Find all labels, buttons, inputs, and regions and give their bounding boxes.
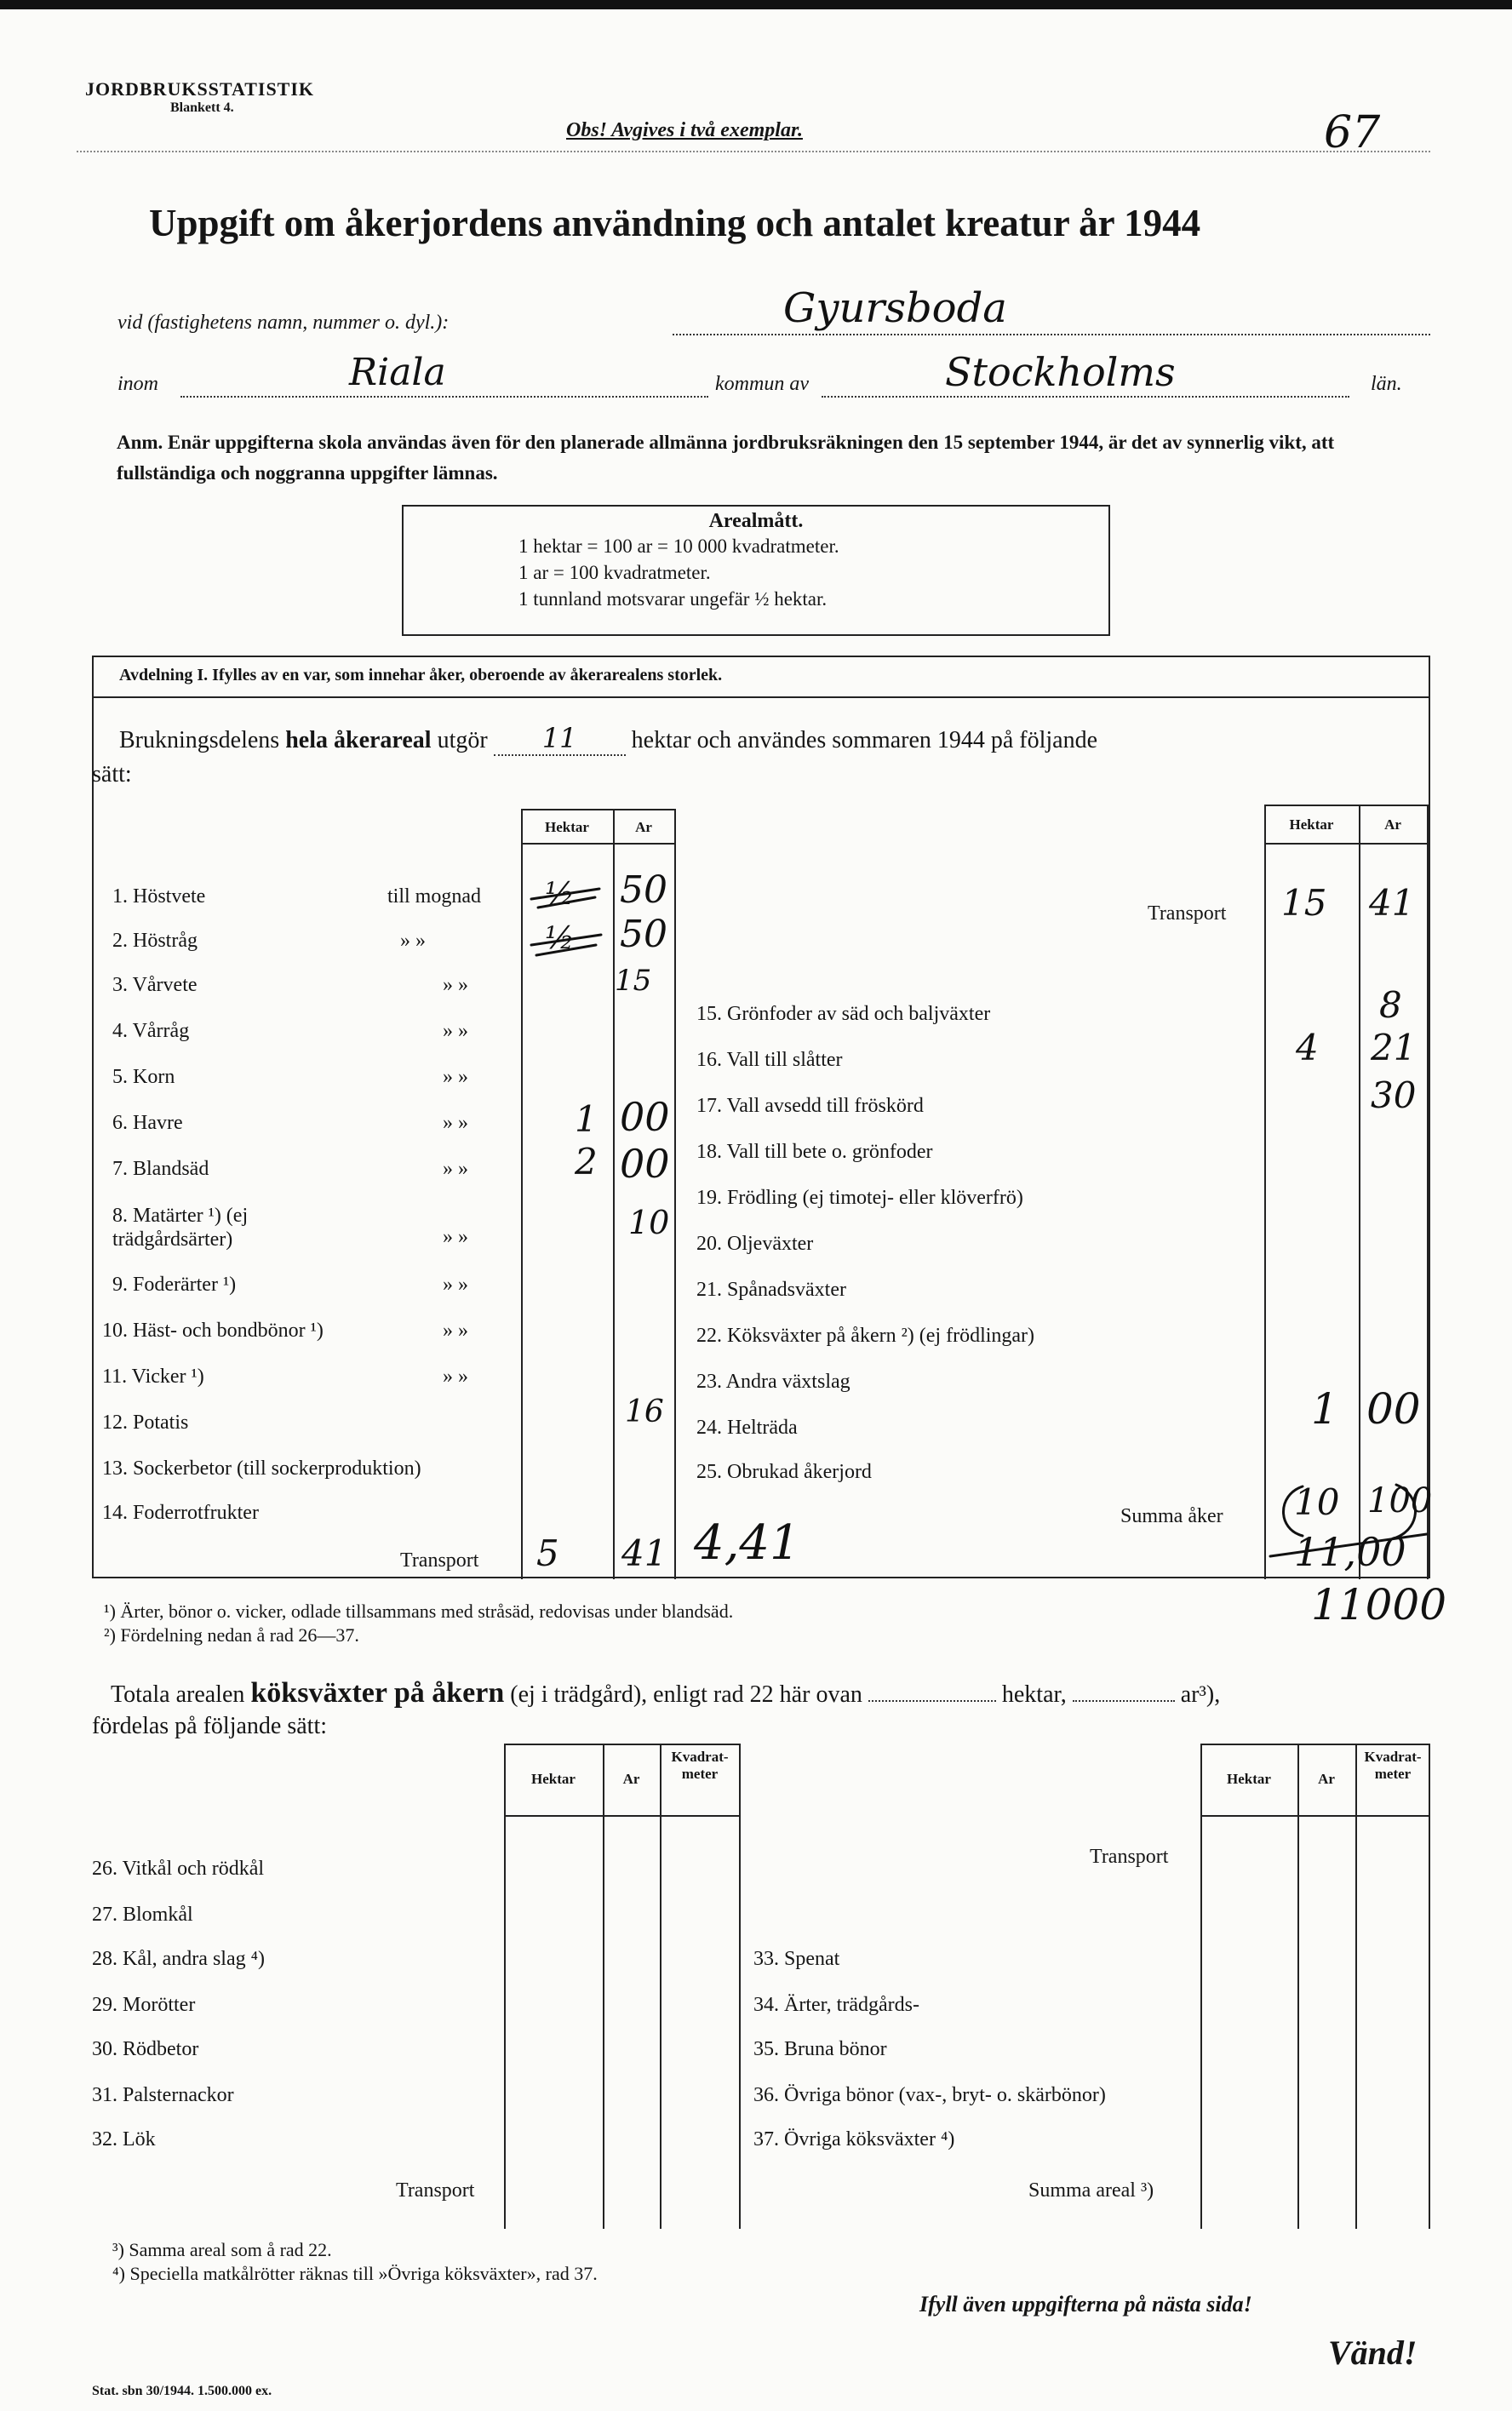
row-21-label: 21. Spånadsväxter [696,1279,846,1301]
vid-label: vid (fastighetens namn, nummer o. dyl.): [117,312,450,334]
row-15-label: 15. Grönfoder av säd och baljväxter [696,1003,991,1025]
inom-line [180,396,708,398]
kommun-label: kommun av [715,373,809,395]
inom-value[interactable]: Riala [349,351,446,394]
brukning-post: hektar och användes sommaren 1944 på följande [631,727,1098,753]
row-12-label: 12. Potatis [102,1412,189,1434]
koks-right-transport: Transport [1090,1846,1169,1868]
page-number: 67 [1324,107,1381,158]
koks-row-26: 26. Vitkål och rödkål [92,1858,265,1880]
left-transport-note[interactable]: 4,41 [694,1515,800,1571]
left-col-line-2 [613,809,615,1579]
koks-row-28: 28. Kål, andra slag ⁴) [92,1948,265,1970]
koks-pre: Totala arealen [111,1681,245,1708]
koks-left-header-bottom [504,1815,739,1817]
row-24-hektar[interactable]: 1 [1311,1384,1338,1434]
vid-value[interactable]: Gyursboda [783,284,1007,332]
koks-left-col-hektar: Hektar [531,1771,576,1787]
row-7-extra: » » [443,1158,468,1180]
row-11-extra: » » [443,1366,468,1388]
koks-left-col-ar: Ar [622,1771,640,1787]
row-8-ar[interactable]: 10 [628,1204,670,1241]
satt-label: sätt: [92,761,132,787]
row-24-ar[interactable]: 00 [1366,1384,1421,1434]
koks-right-col-kvm: Kvadrat-meter [1364,1749,1422,1782]
koks-row-34: 34. Ärter, trädgårds- [753,1994,919,2016]
lan-label: län. [1371,373,1402,395]
footnote-2: ²) Fördelning nedan å rad 26—37. [104,1624,359,1646]
right-transport-hektar[interactable]: 15 [1281,882,1327,924]
arealmatt-title: Arealmått. [708,510,804,532]
koks-row-37: 37. Övriga köksväxter ⁴) [753,2128,955,2150]
koks-left-line-4 [739,1744,741,2229]
row-2-hektar[interactable]: ½ [545,921,575,956]
row-11-label: 11. Vicker ¹) [102,1366,204,1388]
row-7-label: 7. Blandsäd [112,1158,209,1180]
row-3-ar[interactable]: 15 [615,964,652,998]
row-25-label: 25. Obrukad åkerjord [696,1461,872,1483]
koks-hektar-label: hektar, [1001,1681,1067,1708]
org-name: JORDBRUKSSTATISTIK [85,78,315,100]
row-1-extra: till mognad [387,885,481,908]
brukning-bold: hela åkerareal [285,727,432,753]
summa-aker-hektar[interactable]: 10 [1294,1481,1340,1523]
right-col-ar: Ar [1384,816,1401,833]
kommun-line [822,396,1349,398]
strikeout-marks [523,873,611,976]
row-17-ar[interactable]: 30 [1371,1074,1417,1116]
ifyll-note: Ifyll även uppgifterna på nästa sida! [919,2292,1252,2317]
submission-note: Obs! Avgives i två exemplar. [566,119,803,141]
arealmatt-line-1: 1 hektar = 100 ar = 10 000 kvadratmeter. [518,535,839,557]
footnote-3: ³) Samma areal som å rad 22. [112,2239,332,2260]
koks-right-header-top [1200,1744,1429,1745]
row-24-label: 24. Helträda [696,1417,798,1439]
right-col-line-3 [1427,805,1429,1579]
row-20-label: 20. Oljeväxter [696,1233,814,1255]
left-header-bottom [521,843,674,845]
row-3-extra: » » [443,974,468,996]
arealmatt-line-2: 1 ar = 100 kvadratmeter. [518,562,711,583]
koks-bold: köksväxter på åkern [250,1677,505,1709]
print-info: Stat. sbn 30/1944. 1.500.000 ex. [92,2384,272,2398]
koks-hektar-field[interactable] [868,1700,996,1702]
row-2-ar[interactable]: 50 [620,913,667,956]
left-transport-ar[interactable]: 41 [621,1532,667,1574]
koks-row-33: 33. Spenat [753,1948,840,1970]
right-transport-ar[interactable]: 41 [1369,882,1415,924]
row-5-label: 5. Korn [112,1066,175,1088]
left-col-line-3 [674,809,676,1579]
row-16-label: 16. Vall till slåtter [696,1049,843,1071]
row-1-hektar[interactable]: ½ [545,877,575,912]
form-number: Blankett 4. [170,100,234,115]
row-16-hektar[interactable]: 4 [1296,1027,1319,1068]
right-col-hektar: Hektar [1289,816,1334,833]
row-1-label: 1. Höstvete [112,885,206,908]
koks-mid: (ej i trädgård), enligt rad 22 här ovan [510,1681,862,1708]
right-col-line-2 [1359,805,1360,1579]
row-15-ar[interactable]: 8 [1379,984,1402,1026]
koks-right-col-hektar: Hektar [1227,1771,1271,1787]
left-transport-hektar[interactable]: 5 [536,1532,559,1574]
koks-row-31: 31. Palsternackor [92,2084,234,2106]
koks-row-35: 35. Bruna bönor [753,2038,887,2060]
left-transport-label: Transport [400,1549,479,1572]
row-2-label: 2. Höstråg [112,930,198,952]
row-3-label: 3. Vårvete [112,974,198,996]
header-dotted-line [77,151,1430,152]
brukning-line [119,722,1097,756]
row-12-ar[interactable]: 16 [625,1394,664,1429]
row-9-label: 9. Foderärter ¹) [112,1274,237,1296]
inom-label: inom [117,373,158,395]
right-transport-label: Transport [1148,902,1227,925]
koks-line-2: fördelas på följande sätt: [92,1713,328,1739]
row-6-label: 6. Havre [112,1112,183,1134]
row-10-label: 10. Häst- och bondbönor ¹) [102,1320,324,1342]
koks-row-29: 29. Morötter [92,1994,196,2016]
summa-aker-corrected[interactable]: 11,00 [1294,1529,1406,1575]
row-16-ar[interactable]: 21 [1371,1027,1417,1068]
left-header-top [521,809,674,810]
row-7-hektar[interactable]: 2 [575,1141,598,1183]
row-8-extra: » » [443,1226,468,1248]
row-1-ar[interactable]: 50 [620,868,667,912]
summa-aker-ar[interactable]: 100 [1367,1481,1433,1520]
row-22-label: 22. Köksväxter på åkern ²) (ej frödlingar) [696,1325,1035,1347]
arealmatt-line-3: 1 tunnland motsvarar ungefär ½ hektar. [518,588,828,610]
koks-row-30: 30. Rödbetor [92,2038,199,2060]
row-8-label: 8. Matärter ¹) (ej trädgårdsärter) [112,1205,249,1251]
row-17-label: 17. Vall avsedd till fröskörd [696,1095,924,1117]
koks-ar-label: ar³), [1180,1681,1221,1708]
row-10-extra: » » [443,1320,468,1342]
row-9-extra: » » [443,1274,468,1296]
avdelning-heading: Avdelning I. Ifylles av en var, som innehar åker, oberoende av åkerarealens storlek. [119,666,723,684]
koks-left-col-kvm: Kvadrat-meter [671,1749,729,1782]
row-4-extra: » » [443,1020,468,1042]
arealmatt-box [402,505,1110,636]
vand-note: Vänd! [1328,2334,1418,2372]
row-7-ar[interactable]: 00 [620,1141,670,1187]
koks-row-27: 27. Blomkål [92,1904,193,1926]
right-col-line-1 [1264,805,1266,1579]
row-23-label: 23. Andra växtslag [696,1371,850,1393]
right-header-top [1264,805,1428,806]
vid-line [673,334,1430,335]
row-18-label: 18. Vall till bete o. grönfoder [696,1141,933,1163]
summa-aker-label: Summa åker [1120,1505,1223,1527]
row-6-extra: » » [443,1112,468,1134]
right-header-bottom [1264,843,1428,845]
row-6-hektar[interactable]: 1 [575,1098,598,1140]
left-col-hektar: Hektar [545,819,589,835]
kommun-value[interactable]: Stockholms [945,349,1176,395]
avdelning-divider [92,696,1429,698]
koks-row-32: 32. Lök [92,2128,156,2150]
left-col-ar: Ar [635,819,652,835]
koks-ar-field[interactable] [1073,1700,1175,1702]
row-6-ar[interactable]: 00 [620,1094,670,1140]
footnote-1: ¹) Ärter, bönor o. vicker, odlade tillsammans med stråsäd, redovisas under blandsäd. [104,1601,734,1622]
summa-margin-note[interactable]: 11000 [1311,1580,1447,1629]
koks-left-transport: Transport [396,2179,475,2202]
row-14-label: 14. Foderrotfrukter [102,1502,259,1524]
row-19-label: 19. Frödling (ej timotej- eller klöverfrö) [696,1187,1023,1209]
total-area-value[interactable]: 11 [494,722,626,756]
koks-left-header-top [504,1744,739,1745]
row-2-extra: » » [400,930,426,952]
koks-row-36: 36. Övriga bönor (vax-, bryt- o. skärbönor) [753,2084,1106,2106]
koks-right-col-ar: Ar [1318,1771,1335,1787]
koks-right-header-bottom [1200,1815,1429,1817]
summa-areal-label: Summa areal ³) [1028,2179,1154,2202]
koks-right-line-4 [1429,1744,1430,2229]
brukning-pre: Brukningsdelens [119,727,280,753]
top-edge-bar [0,0,1512,9]
row-5-extra: » » [443,1066,468,1088]
footnote-4: ⁴) Speciella matkålrötter räknas till »Övriga köksväxter», rad 37. [112,2263,598,2284]
brukning-mid: utgör [437,727,488,753]
row-13-label: 13. Sockerbetor (till sockerproduktion) [102,1457,421,1480]
anm-note: Anm. Enär uppgifterna skola användas även för den planerade allmänna jordbruksräkningen den 15 september 1944, är det av synnerlig vikt, att fullständiga och noggranna uppgifter lämnas. [117,432,1335,484]
row-4-label: 4. Vårråg [112,1020,190,1042]
page-title: Uppgift om åkerjordens användning och antalet kreatur år 1944 [149,202,1201,244]
koks-line [111,1677,1220,1709]
